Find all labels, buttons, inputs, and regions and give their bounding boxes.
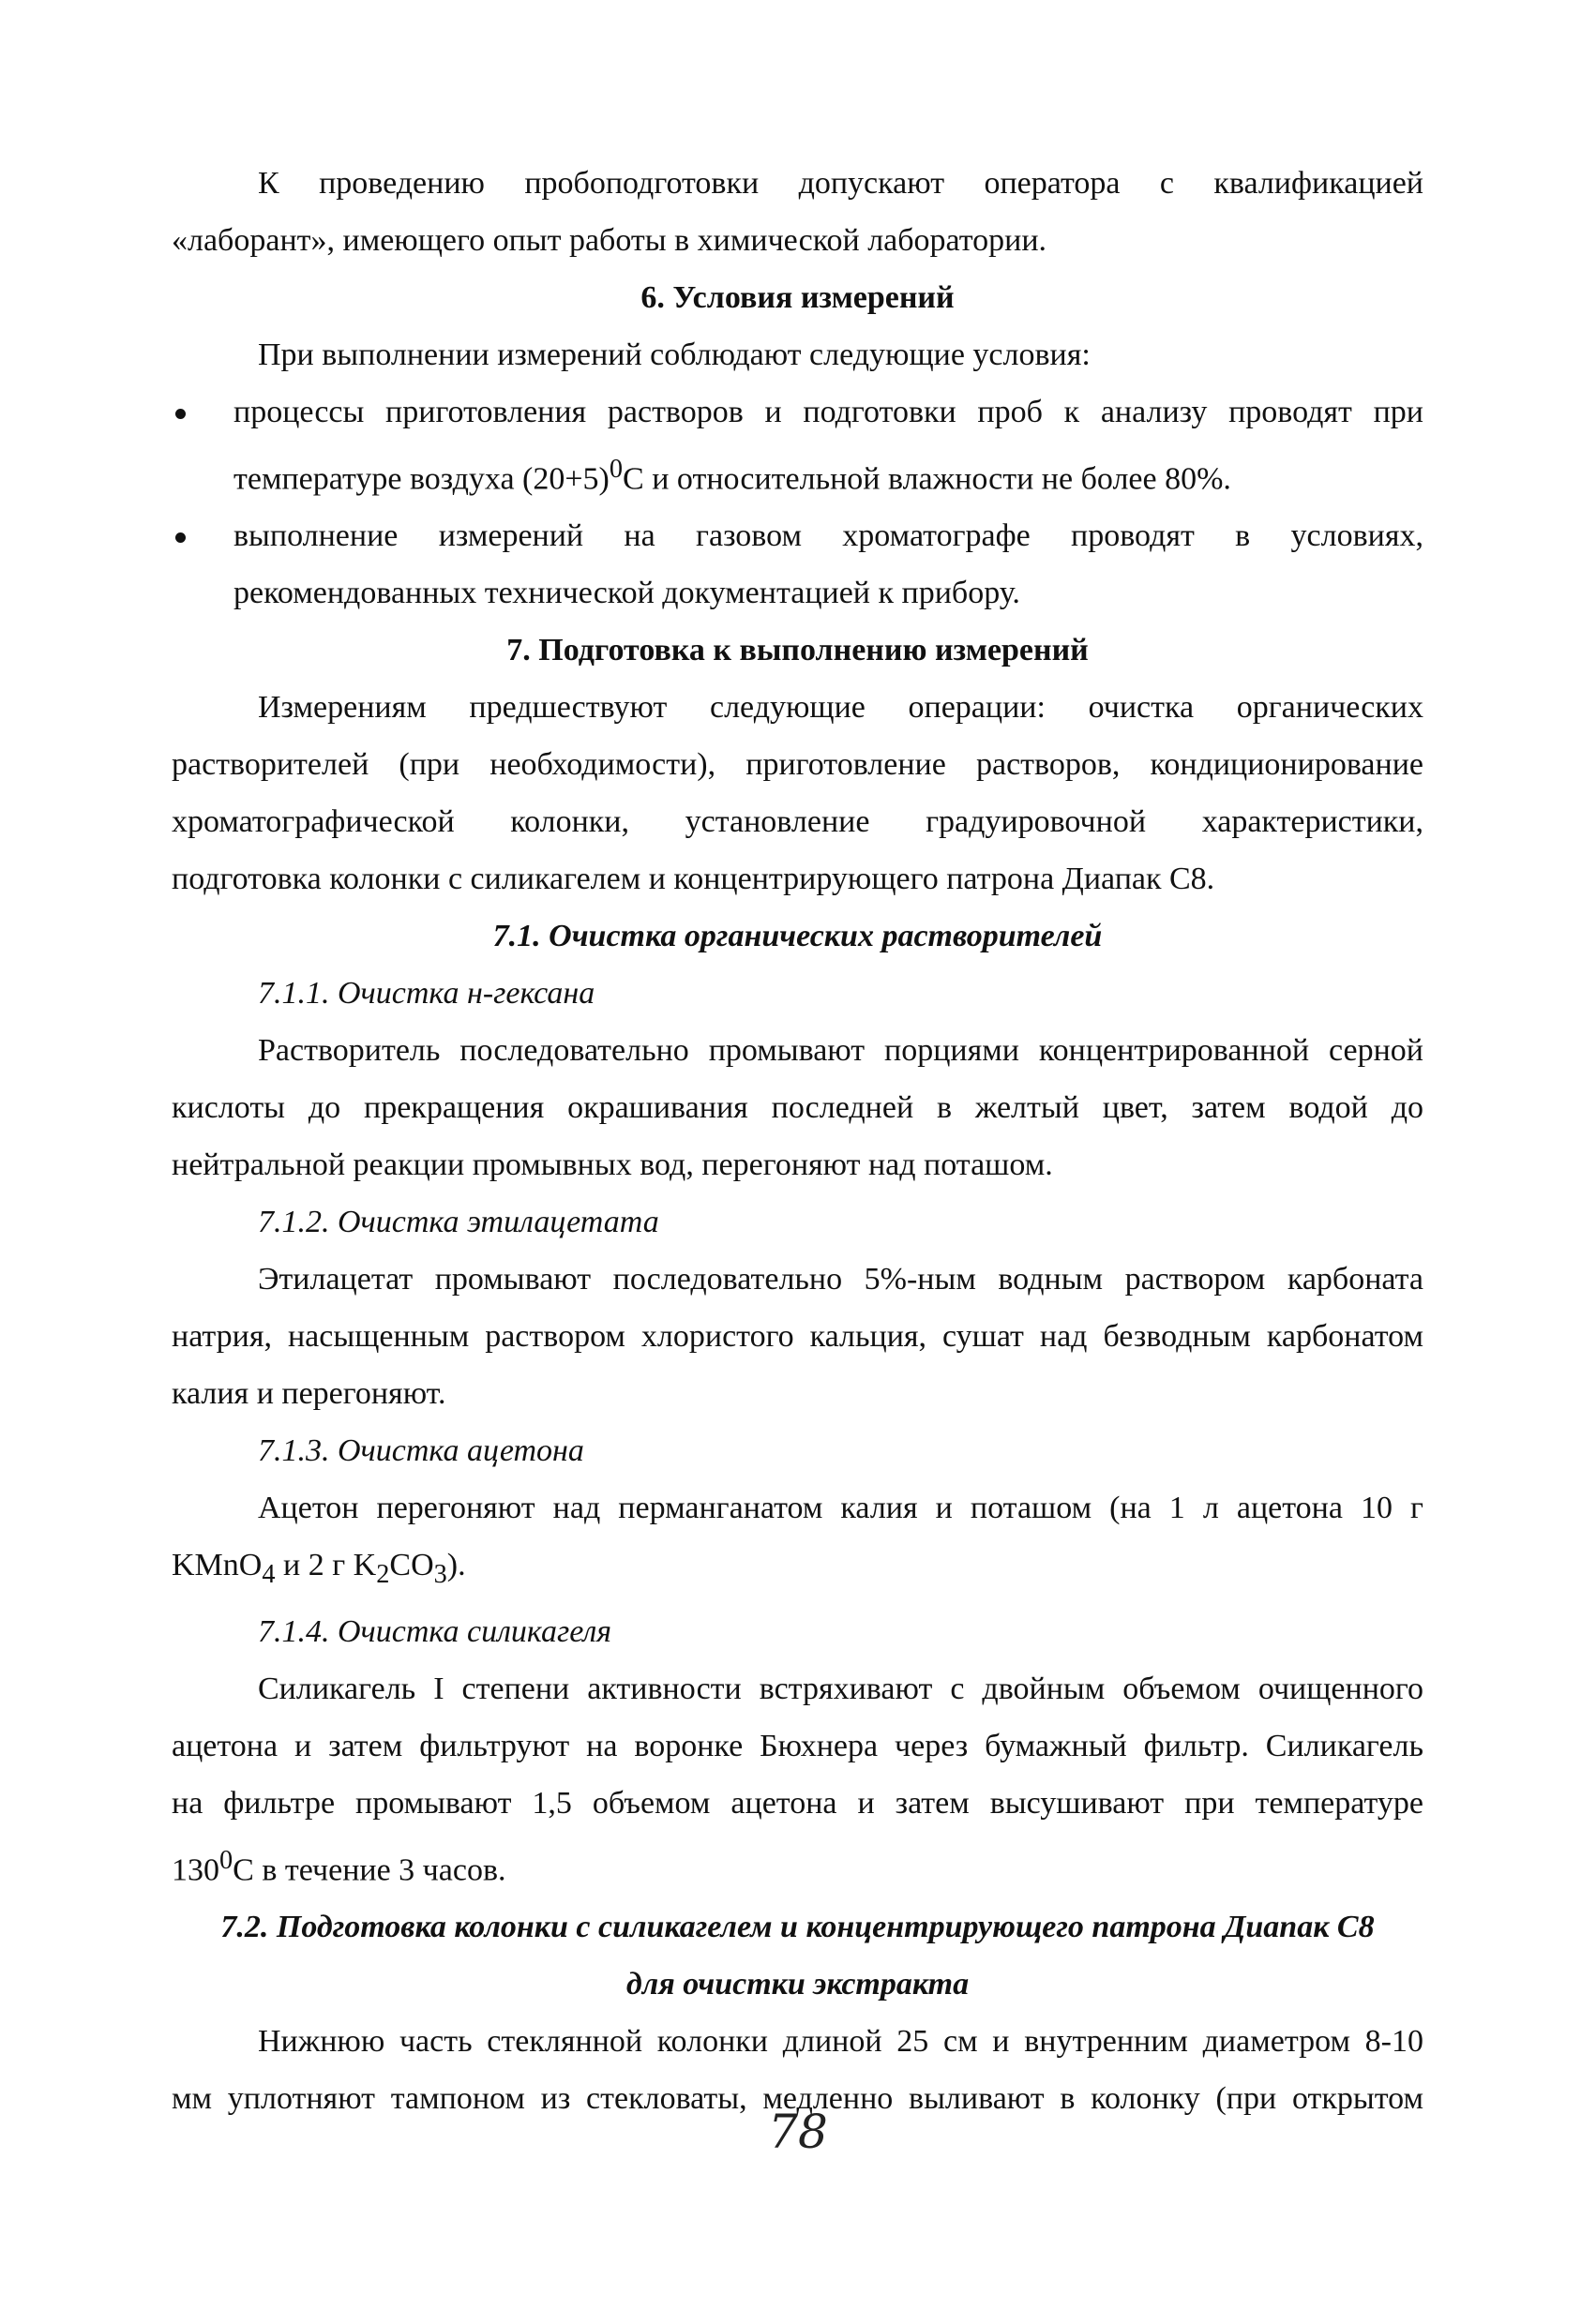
bullet-item-2	[172, 507, 1423, 622]
section-7-1-1-heading: 7.1.1. Очистка н-гексана	[258, 976, 595, 1012]
section-7-1-heading: 7.1. Очистка органических растворителей	[492, 919, 1103, 954]
section-7-1-4-line-3: на фильтре промывают 1,5 объемом ацетона и затем высушивают при температуре	[172, 1786, 1423, 1822]
page-number: 78	[768, 2105, 828, 2159]
bullet-1-line-2	[233, 441, 1423, 507]
section-7-1-4-line-1: Силикагель I степени активности встряхивают с двойным объемом очищенного	[258, 1672, 1423, 1707]
formula-and-text: и 2 г K	[275, 1548, 377, 1583]
section-7-1-1-line-1: Растворитель последовательно промывают порциями концентрированной серной	[258, 1033, 1423, 1069]
temperature-degree: 0	[219, 1846, 233, 1876]
formula-close-text: ).	[446, 1548, 466, 1583]
section-7-2-line-1: Нижнюю часть стеклянной колонки длиной 25 см и внутренним диаметром 8-10	[258, 2024, 1423, 2060]
section-7-line-4: подготовка колонки с силикагелем и концентрирующего патрона Диапак С8.	[172, 862, 1215, 897]
bullet-dot-icon	[175, 532, 186, 543]
intro-line-2: «лаборант», имеющего опыт работы в химической лаборатории.	[172, 223, 1047, 258]
section-7-1-3-line-2	[172, 1537, 1423, 1603]
section-7-line-1: Измерениям предшествуют следующие операции: очистка органических	[258, 690, 1423, 726]
bullet-2-line-1: выполнение измерений на газовом хроматографе проводят в условиях,	[233, 518, 1423, 554]
formula-co-text: CO	[389, 1548, 434, 1583]
section-7-1-3-heading: 7.1.3. Очистка ацетона	[258, 1433, 584, 1469]
document-body	[172, 155, 1423, 2127]
section-6-heading: 6. Условия измерений	[640, 280, 955, 315]
bullet-dot-icon	[175, 409, 186, 419]
section-7-line-2: растворителей (при необходимости), приготовление растворов, кондиционирование	[172, 747, 1423, 783]
section-7-1-2-line-1: Этилацетат промывают последовательно 5%-ным водным раствором карбоната	[258, 1262, 1423, 1297]
section-7-1-3-line-1: Ацетон перегоняют над перманганатом калия и поташом (на 1 л ацетона 10 г	[258, 1491, 1423, 1526]
formula-subscript-2: 2	[376, 1560, 390, 1590]
section-6-intro: При выполнении измерений соблюдают следующие условия:	[258, 337, 1091, 372]
intro-line-1: К проведению пробоподготовки допускают оператора с квалификацией	[258, 166, 1423, 201]
section-7-1-1-line-2: кислоты до прекращения окрашивания последней в желтый цвет, затем водой до	[172, 1090, 1423, 1126]
section-7-2-heading-line-2: для очистки экстракта	[625, 1967, 970, 2002]
formula-kmno-text: KMnO	[172, 1548, 263, 1583]
section-7-2-line-2: мм уплотняют тампоном из стекловаты, медленно выливают в колонку (при открытом	[172, 2081, 1423, 2117]
formula-subscript-4: 4	[262, 1560, 276, 1590]
section-7-1-2-line-3: калия и перегоняют.	[172, 1376, 446, 1412]
bullet-1-degree: 0	[609, 455, 624, 484]
temperature-rest: С в течение 3 часов.	[233, 1852, 506, 1888]
section-7-1-4-line-2: ацетона и затем фильтруют на воронке Бюхнера через бумажный фильтр. Силикагель	[172, 1729, 1423, 1764]
section-7-line-3: хроматографической колонки, установление градуировочной характеристики,	[172, 804, 1423, 840]
section-7-1-2-line-2: натрия, насыщенным раствором хлористого кальция, сушат над безводным карбонатом	[172, 1319, 1423, 1355]
section-7-heading: 7. Подготовка к выполнению измерений	[506, 633, 1089, 668]
bullet-1-text-a: температуре воздуха (20+5)	[233, 461, 610, 497]
temperature-value: 130	[172, 1852, 219, 1888]
bullet-1-text-b: С и относительной влажности не более 80%.	[623, 461, 1231, 497]
section-7-1-4-heading: 7.1.4. Очистка силикагеля	[258, 1614, 612, 1650]
bullet-item-1	[172, 383, 1423, 507]
bullet-2-line-2: рекомендованных технической документацией к прибору.	[233, 576, 1020, 611]
section-7-1-4-line-4	[172, 1832, 1423, 1898]
bullet-1-line-1: процессы приготовления растворов и подготовки проб к анализу проводят при	[233, 395, 1423, 429]
section-7-2-heading-line-1: 7.2. Подготовка колонки с силикагелем и концентрирующего патрона Диапак С8	[220, 1910, 1375, 1945]
section-7-1-1-line-3: нейтральной реакции промывных вод, перегоняют над поташом.	[172, 1147, 1053, 1183]
formula-subscript-3: 3	[433, 1560, 447, 1590]
section-7-1-2-heading: 7.1.2. Очистка этилацетата	[258, 1205, 659, 1240]
